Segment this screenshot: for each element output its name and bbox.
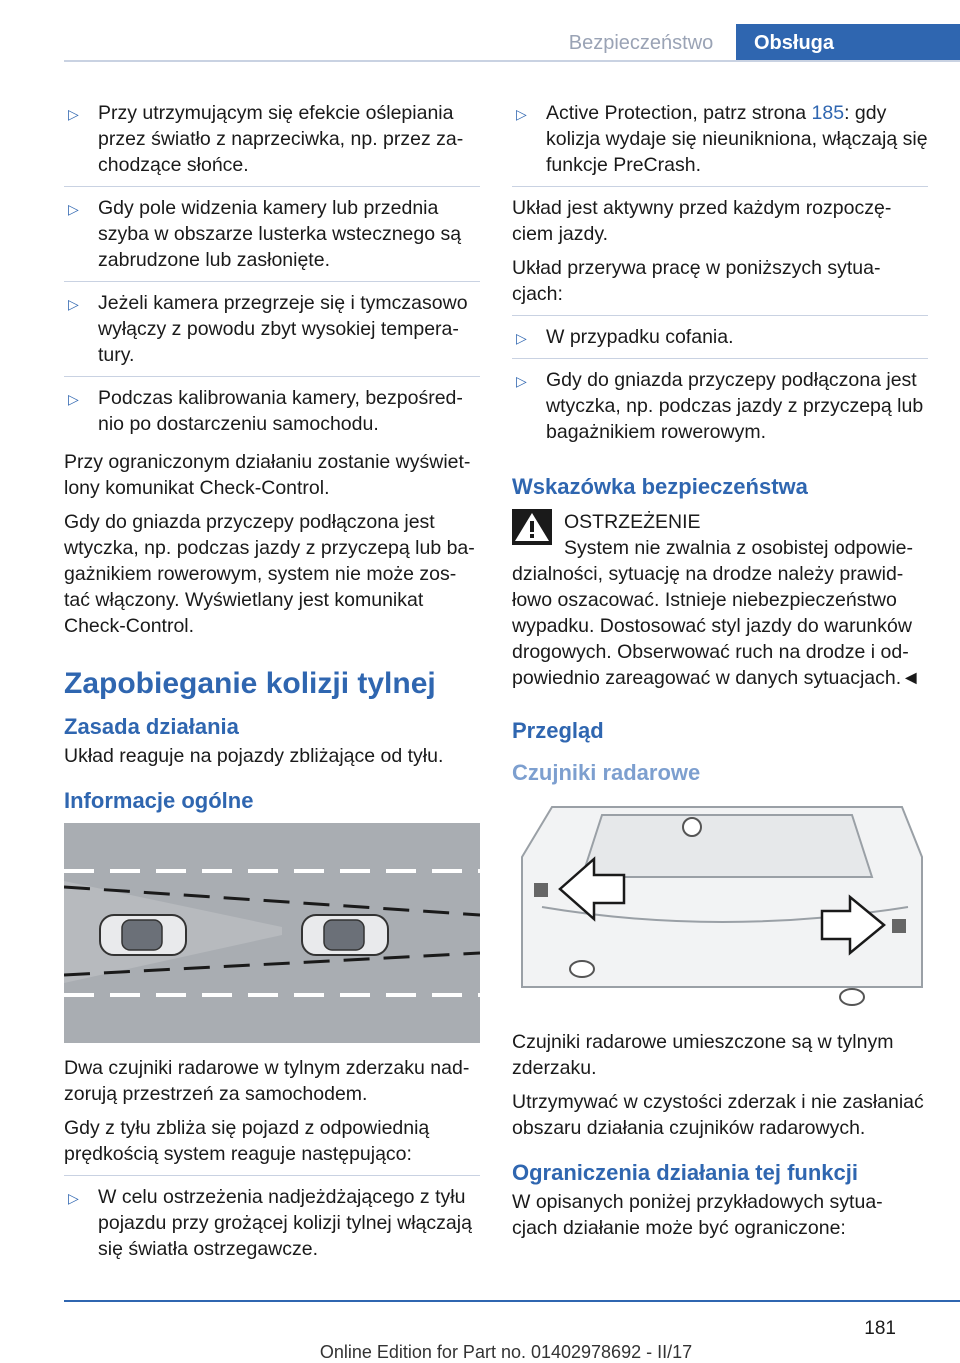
triangle-bullet-icon: ▷ bbox=[516, 330, 527, 346]
page-number: 181 bbox=[864, 1318, 896, 1339]
chapter-title: Zapobieganie kolizji tylnej bbox=[64, 667, 436, 700]
list-item: ▷ Jeżeli kamera przegrzeje się i tymczasowo wyłączy z powodu zbyt wysokiej tempera-tury. bbox=[64, 290, 480, 377]
paragraph: Gdy z tyłu zbliża się pojazd z odpowiednią prędkością system reaguje następująco: bbox=[64, 1117, 430, 1165]
paragraph: Gdy do gniazda przyczepy podłączona jest wtyczka, np. podczas jazdy z przyczepą lub ba-gażnikiem rowerowym, system nie może zos-tać włączony. Wyświetlany jest komunikat Check-Control. bbox=[64, 511, 475, 637]
car-rear-icon bbox=[100, 915, 186, 955]
car-logo-icon bbox=[683, 818, 701, 836]
warning-text: System nie zwalnia z osobistej odpowie- bbox=[564, 537, 914, 559]
section-heading: Wskazówka bezpieczeństwa bbox=[512, 474, 808, 499]
right-column bbox=[512, 100, 928, 1249]
list-item: ▷ Gdy pole widzenia kamery lub przednia szyba w obszarze lusterka wstecznego są zabrudzone lub zasłonięte. bbox=[64, 195, 480, 282]
triangle-bullet-icon: ▷ bbox=[68, 201, 79, 217]
list-item: ▷ W celu ostrzeżenia nadjeżdżającego z tyłu pojazdu przy grożącej kolizji tylnej włączają się światła ostrzegawcze. bbox=[64, 1175, 480, 1270]
warning-title: OSTRZEŻENIE bbox=[564, 511, 701, 533]
warning-text-continued: dzialności, sytuację na drodze należy prawid-łowo oszacować. Istnieje niebezpieczeństwo wypadku. Dostosować styl jazdy do warunków drogowych. Obserwować ruch na drodze i od-powiednio zareagować w danych sytuacjach.◄ bbox=[512, 563, 921, 689]
section-tab-safety[interactable]: Bezpieczeństwo bbox=[568, 32, 714, 54]
footer-divider bbox=[64, 1300, 960, 1302]
section-heading: Zasada działania bbox=[64, 714, 239, 739]
radar-sensor-right bbox=[892, 919, 906, 933]
car-front-icon bbox=[302, 915, 388, 955]
edition-footer: Online Edition for Part no. 01402978692 - II/17 bbox=[319, 1342, 693, 1362]
warning-block bbox=[512, 509, 928, 691]
section-tab-operation[interactable]: Obsługa bbox=[736, 24, 960, 62]
subsection-heading: Czujniki radarowe bbox=[512, 760, 701, 785]
paragraph: Utrzymywać w czystości zderzak i nie zasłaniać obszaru działania czujników radarowych. bbox=[512, 1091, 924, 1139]
paragraph: Dwa czujniki radarowe w tylnym zderzaku nad-zorują przestrzeń za samochodem. bbox=[64, 1057, 470, 1105]
triangle-bullet-icon: ▷ bbox=[516, 106, 527, 122]
radar-sensors-illustration bbox=[512, 797, 928, 1015]
page-reference-link[interactable]: 185 bbox=[811, 102, 845, 124]
paragraph: Przy ograniczonym działaniu zostanie wyświet-lony komunikat Check-Control. bbox=[64, 451, 471, 499]
triangle-bullet-icon: ▷ bbox=[516, 373, 527, 389]
paragraph: Czujniki radarowe umieszczone są w tylnym zderzaku. bbox=[512, 1031, 894, 1079]
paragraph: W opisanych poniżej przykładowych sytua-cjach działanie może być ograniczone: bbox=[512, 1191, 883, 1239]
triangle-bullet-icon: ▷ bbox=[68, 1190, 79, 1206]
list-item: ▷ Podczas kalibrowania kamery, bezpośred-nio po dostarczeniu samochodu. bbox=[68, 387, 463, 435]
section-heading: Przegląd bbox=[512, 718, 604, 743]
rear-collision-diagram bbox=[64, 823, 480, 1043]
triangle-bullet-icon: ▷ bbox=[68, 391, 79, 407]
section-heading: Informacje ogólne bbox=[64, 788, 254, 813]
triangle-bullet-icon: ▷ bbox=[68, 296, 79, 312]
radar-sensor-left bbox=[534, 883, 548, 897]
paragraph: Układ reaguje na pojazdy zbliżające od tyłu. bbox=[64, 745, 444, 767]
list-item: ▷ Active Protection, patrz strona 185: gdy kolizja wydaje się nieunikniona, włączają się funkcje PreCrash. bbox=[512, 100, 928, 187]
paragraph: Układ jest aktywny przed każdym rozpoczę-ciem jazdy. bbox=[512, 197, 892, 245]
list-item: ▷ W przypadku cofania. bbox=[512, 315, 928, 359]
header-divider bbox=[64, 60, 960, 62]
list-item: ▷ Gdy do gniazda przyczepy podłączona jest wtyczka, np. podczas jazdy z przyczepą lub bagażnikiem rowerowym. bbox=[516, 369, 924, 443]
page-header bbox=[0, 0, 960, 62]
paragraph: Układ przerywa pracę w poniższych sytua-cjach: bbox=[512, 257, 881, 305]
section-heading: Ograniczenia działania tej funkcji bbox=[512, 1160, 858, 1185]
list-item: ▷ Przy utrzymującym się efekcie oślepiania przez światło z naprzeciwka, np. przez za-chodzące słońce. bbox=[64, 100, 480, 187]
warning-triangle-icon bbox=[512, 509, 552, 545]
triangle-bullet-icon: ▷ bbox=[68, 106, 79, 122]
left-column bbox=[64, 100, 480, 1274]
